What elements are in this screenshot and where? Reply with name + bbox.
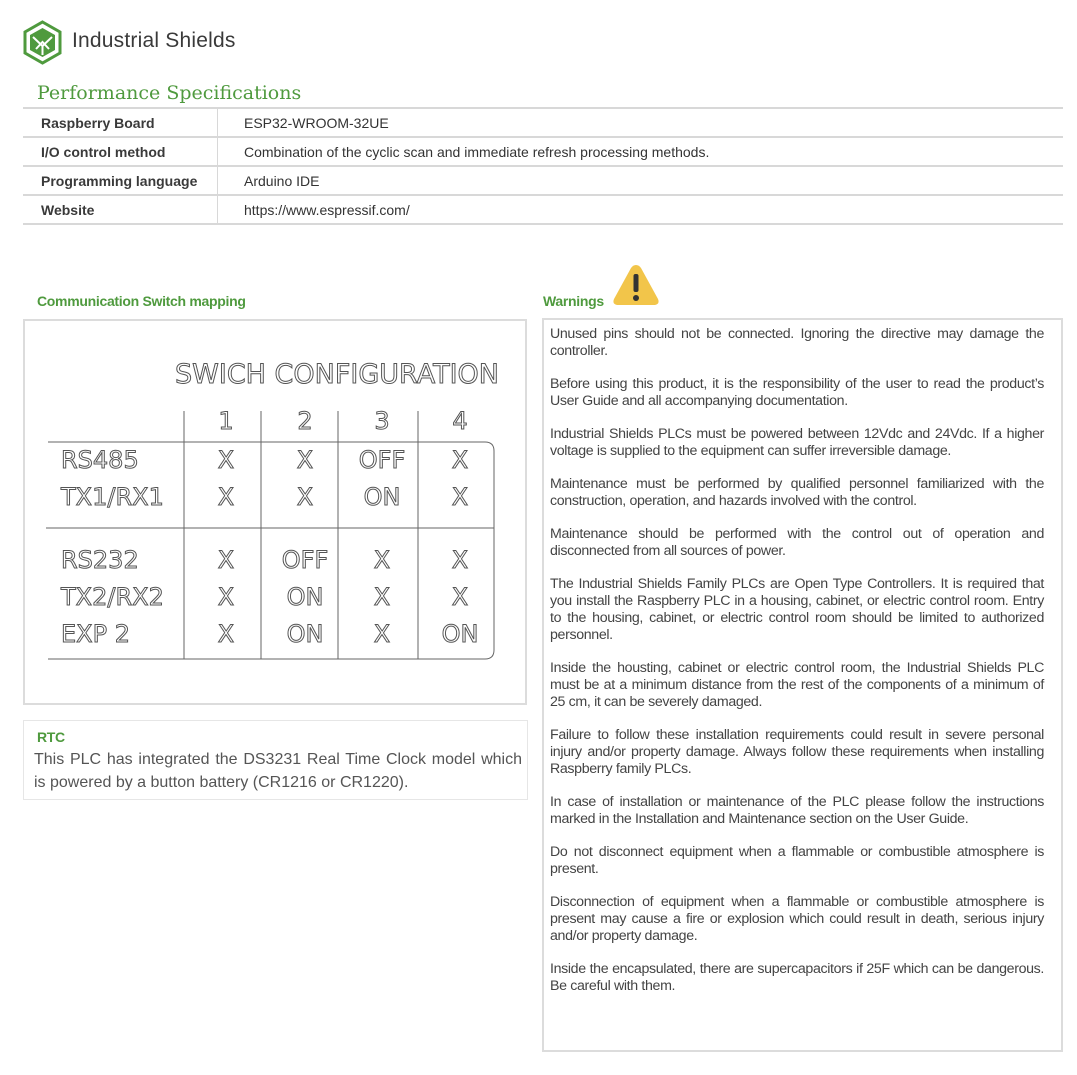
warning-item: In case of installation or maintenance of the PLC please follow the instructions marked in the Installation and Maintenance section on the User Guide. (550, 794, 1044, 827)
warning-item: Inside the housting, cabinet or electric control room, the Industrial Shields PLC must be at a minimum distance from the rest of the components of a minimum of 25 cm, it can be severely damaged. (550, 660, 1044, 710)
switch-cell: ON (363, 483, 401, 511)
brand-name: Industrial Shields (72, 29, 236, 52)
warning-triangle-icon (612, 262, 660, 308)
spec-row (23, 195, 1063, 224)
switch-cell: X (296, 446, 314, 474)
spec-label: Raspberry Board (23, 108, 218, 137)
comm-title: Communication Switch mapping (37, 293, 246, 309)
switch-cell: ON (441, 620, 479, 648)
switch-cell: X (217, 546, 235, 574)
switch-row-label: EXP 2 (61, 620, 130, 648)
switch-heading: SWICH CONFIGURATION (175, 359, 499, 390)
warning-item: Industrial Shields PLCs must be powered between 12Vdc and 24Vdc. If a higher voltage is supplied to the equipment can suffer irreversible damage. (550, 426, 1044, 459)
warning-item: Failure to follow these installation requirements could result in severe personal injury and/or property damage. Always follow these requirements when installing Raspberry family PLCs. (550, 727, 1044, 777)
switch-cell: X (373, 546, 391, 574)
switch-cell: X (217, 446, 235, 474)
rtc-title: RTC (37, 729, 65, 745)
website-link[interactable]: https://www.espressif.com/ (218, 195, 1064, 224)
switch-cell: X (373, 583, 391, 611)
warning-item: Inside the encapsulated, there are supercapacitors if 25F which can be dangerous. Be careful with them. (550, 961, 1044, 994)
spec-label: I/O control method (23, 137, 218, 166)
spec-value: ESP32-WROOM-32UE (218, 108, 1064, 137)
warning-item: The Industrial Shields Family PLCs are Open Type Controllers. It is required that you install the Raspberry PLC in a housing, cabinet, or electric control room. Entry to the housing, cabinet, or electric control room should be limited to authorized personnel. (550, 576, 1044, 643)
switch-cell: OFF (281, 546, 329, 574)
spec-value: Combination of the cyclic scan and immediate refresh processing methods. (218, 137, 1064, 166)
switch-column-header: 1 (218, 407, 234, 435)
switch-cell: OFF (358, 446, 406, 474)
switch-config-diagram (25, 321, 527, 705)
switch-cell: X (451, 546, 469, 574)
switch-column-header: 2 (297, 407, 313, 435)
rtc-text: This PLC has integrated the DS3231 Real Time Clock model which is powered by a button battery (CR1216 or CR1220). (34, 751, 522, 791)
switch-row-label: TX1/RX1 (61, 483, 164, 511)
switch-cell: X (296, 483, 314, 511)
rtc-box (23, 720, 528, 800)
switch-cell: ON (286, 620, 324, 648)
switch-row-label: RS485 (61, 446, 139, 474)
warning-item: Unused pins should not be connected. Ignoring the directive may damage the controller. (550, 326, 1044, 359)
warning-item: Maintenance should be performed with the control out of operation and disconnected from all sources of power. (550, 526, 1044, 559)
spec-row (23, 166, 1063, 195)
spec-row (23, 137, 1063, 166)
switch-cell: X (217, 583, 235, 611)
switch-cell: X (451, 483, 469, 511)
switch-cell: X (451, 446, 469, 474)
spec-value: Arduino IDE (218, 166, 1064, 195)
hexagon-shield-logo-icon (20, 20, 65, 65)
switch-config-box (23, 319, 527, 705)
switch-cell: ON (286, 583, 324, 611)
spec-label: Website (23, 195, 218, 224)
warning-item: Do not disconnect equipment when a flammable or combustible atmosphere is present. (550, 844, 1044, 877)
warning-item: Before using this product, it is the responsibility of the user to read the product’s User Guide and all accompanying documentation. (550, 376, 1044, 409)
spec-label: Programming language (23, 166, 218, 195)
spec-row (23, 108, 1063, 137)
spec-table (23, 107, 1063, 225)
switch-cell: X (217, 620, 235, 648)
switch-row-label: TX2/RX2 (61, 583, 164, 611)
warning-item: Maintenance must be performed by qualified personnel familiarized with the construction, operation, and hazards involved with the control. (550, 476, 1044, 509)
warnings-list (550, 326, 1044, 1011)
warnings-box (542, 318, 1063, 1052)
switch-row-label: RS232 (61, 546, 139, 574)
switch-cell: X (451, 583, 469, 611)
switch-column-header: 3 (374, 407, 390, 435)
switch-cell: X (373, 620, 391, 648)
switch-cell: X (217, 483, 235, 511)
warnings-title: Warnings (543, 293, 604, 309)
spec-title: Performance Specifications (37, 82, 302, 104)
switch-column-header: 4 (452, 407, 468, 435)
warning-item: Disconnection of equipment when a flammable or combustible atmosphere is present may cause a fire or explosion which could result in death, serious injury and/or property damage. (550, 894, 1044, 944)
